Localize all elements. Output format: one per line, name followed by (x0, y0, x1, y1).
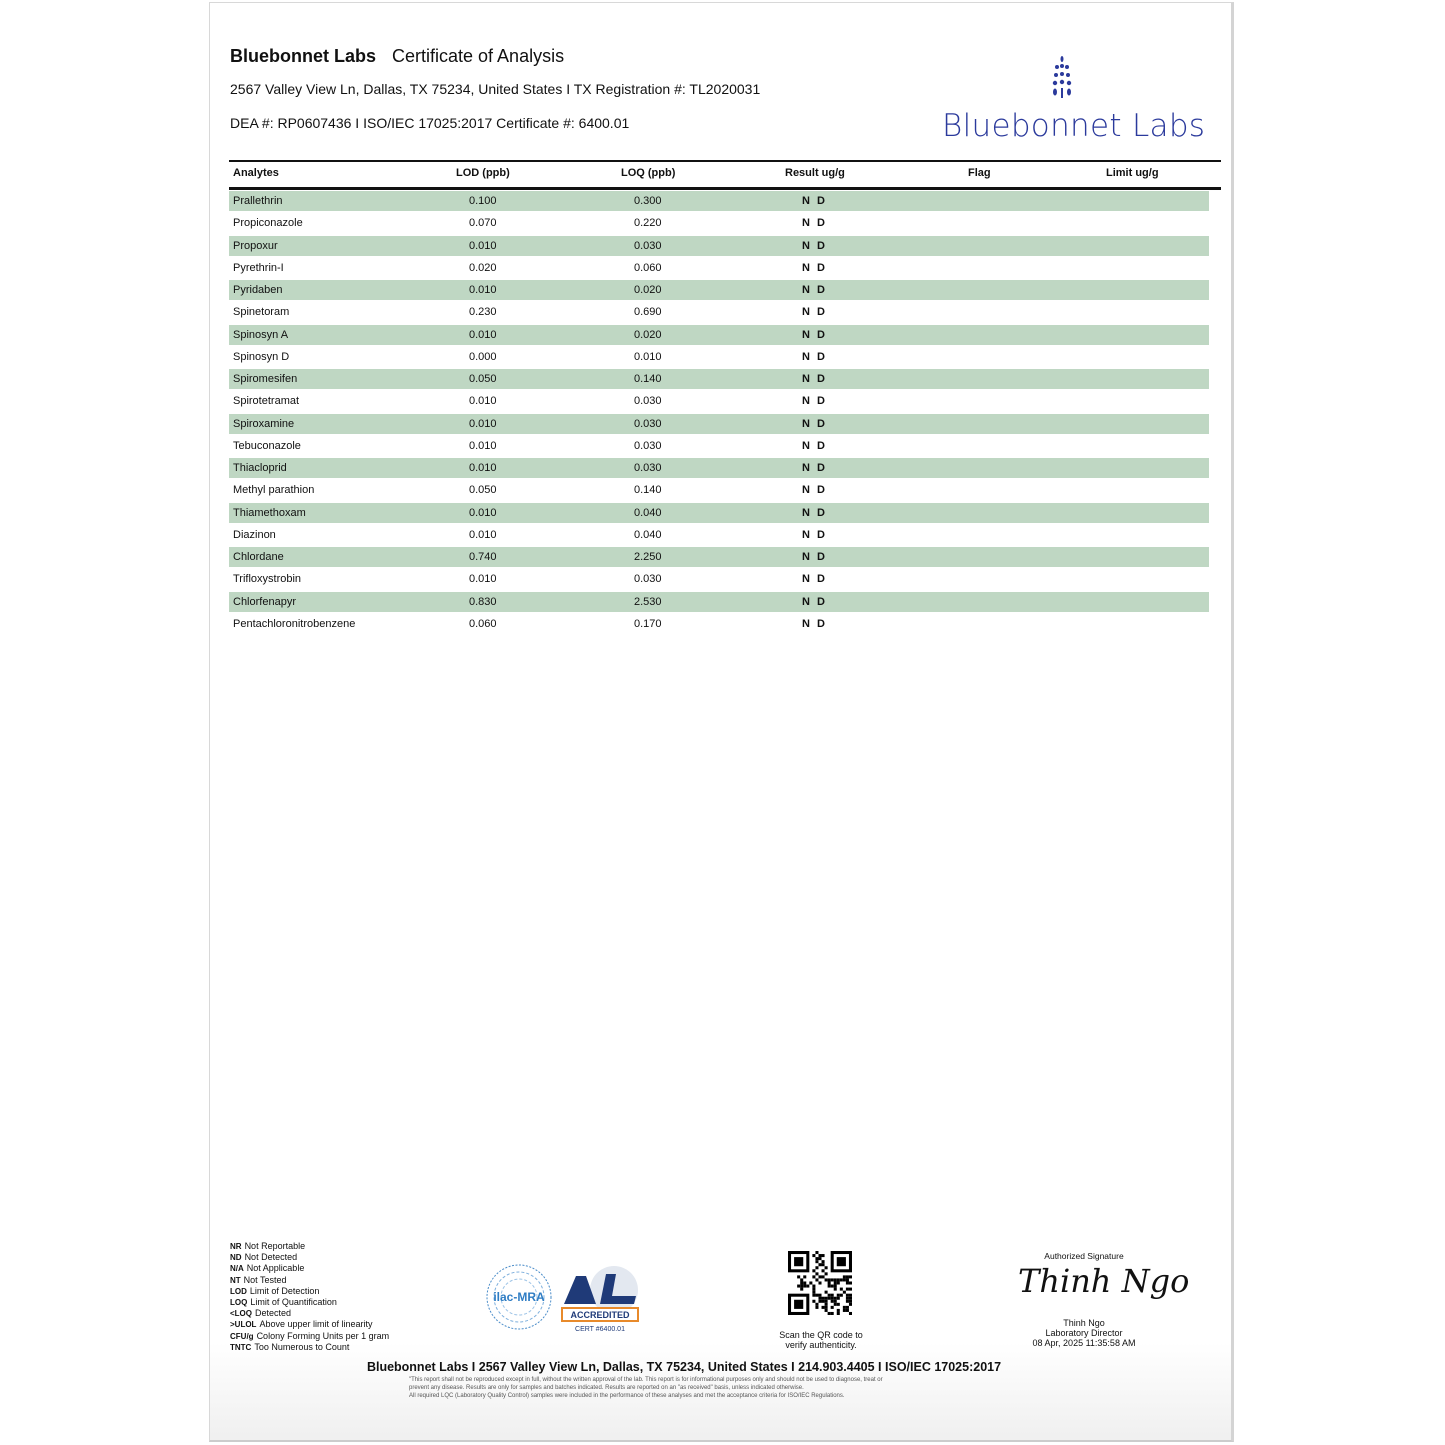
cell-result: N D (802, 261, 827, 274)
legend-abbr: N/A (230, 1264, 244, 1274)
legend-item (230, 1319, 389, 1330)
disclaimer-line-3: All required LQC (Laboratory Quality Control) samples were included in the performance of these analyses and met the acceptance criteria for ISO/IEC Regulations. (409, 1393, 845, 1399)
cell-analyte: Spiroxamine (233, 417, 295, 430)
cell-analyte: Spiromesifen (233, 373, 298, 385)
cell-loq: 0.020 (634, 328, 662, 341)
table-row (229, 191, 1209, 211)
cell-analyte: Methyl parathion (233, 484, 315, 497)
legend-abbr: ND (230, 1253, 242, 1263)
cell-result: N D (802, 217, 827, 230)
table-row (229, 569, 1209, 589)
logo-wordmark: Bluebonnet Labs (942, 108, 1206, 144)
cell-lod: 0.010 (469, 417, 497, 430)
table-row (229, 480, 1209, 500)
cell-loq: 0.030 (634, 573, 662, 586)
table-row (229, 458, 1209, 478)
legend-meaning: Not Detected (244, 1252, 298, 1263)
cell-lod: 0.020 (469, 261, 497, 274)
table-header-rule (229, 187, 1221, 190)
cell-result: N D (802, 551, 827, 563)
cell-result: N D (802, 395, 827, 408)
cell-loq: 0.010 (634, 350, 662, 363)
cell-result: N D (802, 462, 827, 474)
cell-analyte: Diazinon (233, 528, 276, 541)
cell-result: N D (802, 506, 827, 519)
legend-abbr: NR (230, 1242, 242, 1251)
cell-loq: 0.030 (634, 417, 662, 430)
legend-meaning: Above upper limit of linearity (259, 1319, 373, 1330)
cell-lod: 0.010 (469, 328, 497, 341)
legend-item (230, 1342, 389, 1353)
legend-abbr: TNTC (230, 1342, 252, 1352)
column-header-lod: LOD (ppb) (456, 167, 510, 179)
table-row (229, 369, 1209, 389)
legend-abbr: >ULOL (230, 1320, 257, 1330)
cell-result: N D (802, 239, 827, 252)
table-row (229, 592, 1209, 612)
legend-abbr: <LOQ (230, 1309, 253, 1319)
legend-item (230, 1263, 389, 1274)
table-row (229, 414, 1209, 434)
table-row (229, 614, 1209, 634)
cell-analyte: Pentachloronitrobenzene (233, 617, 356, 630)
cell-analyte: Thiacloprid (233, 462, 287, 474)
table-row (229, 391, 1209, 411)
column-header-analytes: Analytes (233, 167, 279, 179)
cell-result: N D (802, 284, 827, 296)
cell-lod: 0.830 (469, 595, 497, 608)
cell-loq: 0.300 (634, 195, 662, 207)
cell-result: N D (802, 306, 827, 319)
lab-name: Bluebonnet Labs (230, 46, 377, 66)
column-header-loq: LOQ (ppb) (621, 167, 676, 179)
cell-result: N D (802, 573, 827, 586)
document-title: Certificate of Analysis (392, 46, 565, 66)
cell-loq: 0.220 (634, 217, 662, 230)
legend-item (230, 1241, 389, 1252)
cell-lod: 0.010 (469, 506, 497, 519)
bluebonnet-logo-icon (1046, 55, 1078, 100)
cell-analyte: Propoxur (233, 239, 278, 252)
cell-lod: 0.010 (469, 573, 497, 586)
table-row (229, 236, 1209, 256)
signatory-title: Laboratory Director (1045, 1328, 1123, 1338)
cell-lod: 0.010 (469, 284, 497, 296)
cell-result: N D (802, 484, 827, 497)
signature-label: Authorized Signature (1044, 1251, 1124, 1261)
cell-analyte: Spinetoram (233, 306, 290, 319)
cell-lod: 0.050 (469, 373, 497, 385)
qr-caption-line-1: Scan the QR code to (779, 1330, 863, 1340)
cell-lod: 0.050 (469, 484, 497, 497)
verification-qr-code[interactable] (788, 1251, 852, 1315)
column-header-limit: Limit ug/g (1106, 167, 1159, 179)
cell-lod: 0.230 (469, 306, 497, 319)
cell-result: N D (802, 328, 827, 341)
legend-item (230, 1252, 389, 1263)
table-row (229, 547, 1209, 567)
cell-lod: 0.100 (469, 195, 497, 207)
cell-loq: 0.030 (634, 462, 662, 474)
legend-meaning: Not Applicable (246, 1263, 305, 1274)
cell-loq: 0.690 (634, 306, 662, 319)
lab-address: 2567 Valley View Ln, Dallas, TX 75234, United States I TX Registration #: TL2020031 (230, 81, 761, 97)
table-row (229, 213, 1209, 233)
table-row (229, 302, 1209, 322)
cell-lod: 0.060 (469, 617, 497, 630)
cell-analyte: Propiconazole (233, 217, 303, 230)
column-header-result: Result ug/g (785, 167, 845, 179)
signatory-name: Thinh Ngo (1063, 1318, 1105, 1328)
cell-loq: 0.040 (634, 506, 662, 519)
cell-loq: 2.530 (634, 595, 662, 608)
legend-item (230, 1286, 389, 1297)
legend-meaning: Detected (255, 1308, 292, 1319)
cell-result: N D (802, 195, 827, 207)
cell-analyte: Thiamethoxam (233, 506, 306, 519)
cell-lod: 0.070 (469, 217, 497, 230)
legend-meaning: Colony Forming Units per 1 gram (256, 1330, 390, 1341)
cell-result: N D (802, 350, 827, 363)
cell-result: N D (802, 439, 827, 452)
ilac-mra-logo (486, 1264, 552, 1330)
cell-lod: 0.010 (469, 239, 497, 252)
handwritten-signature: Thinh Ngo (1018, 1262, 1190, 1300)
cell-lod: 0.010 (469, 462, 497, 474)
cell-analyte: Spinosyn A (233, 328, 289, 341)
abbreviation-legend (230, 1241, 389, 1353)
cell-loq: 0.140 (634, 373, 662, 385)
qr-caption (770, 1330, 872, 1350)
table-row (229, 347, 1209, 367)
legend-item (230, 1308, 389, 1319)
table-row (229, 258, 1209, 278)
table-row (229, 280, 1209, 300)
cell-result: N D (802, 373, 827, 385)
legend-abbr: CFU/g (230, 1331, 254, 1341)
cell-result: N D (802, 417, 827, 430)
cell-analyte: Prallethrin (233, 195, 283, 207)
legend-meaning: Not Tested (243, 1274, 287, 1285)
cell-loq: 0.040 (634, 528, 662, 541)
footer-contact-line: Bluebonnet Labs I 2567 Valley View Ln, Dallas, TX 75234, United States I 214.903.4405 I ISO/IEC 17025:2017 (366, 1360, 1002, 1374)
cell-result: N D (802, 528, 827, 541)
legend-meaning: Too Numerous to Count (254, 1341, 350, 1352)
ilac-text: ilac-MRA (493, 1290, 545, 1304)
disclaimer-line-2: prevent any disease. Results are only for samples and batches indicated. Results are reported on an "as received" basis, unless indicated otherwise. (409, 1385, 804, 1391)
cell-lod: 0.010 (469, 528, 497, 541)
table-row (229, 525, 1209, 545)
cell-analyte: Tebuconazole (233, 439, 301, 452)
a2la-accredited-logo (560, 1264, 642, 1334)
cell-analyte: Spinosyn D (233, 350, 290, 363)
cell-analyte: Trifloxystrobin (233, 573, 302, 586)
table-row (229, 436, 1209, 456)
cell-lod: 0.740 (469, 551, 497, 563)
table-row (229, 503, 1209, 523)
cell-analyte: Pyrethrin-I (233, 261, 284, 274)
signature-datetime: 08 Apr, 2025 11:35:58 AM (1032, 1338, 1136, 1348)
cell-loq: 0.030 (634, 439, 662, 452)
legend-item (230, 1297, 389, 1308)
legend-abbr: LOQ (230, 1298, 248, 1308)
legend-abbr: LOD (230, 1286, 247, 1296)
cell-loq: 0.140 (634, 484, 662, 497)
legend-item (230, 1275, 389, 1286)
footer-disclaimer (409, 1376, 969, 1400)
cell-analyte: Spirotetramat (233, 395, 300, 408)
legend-item (230, 1331, 389, 1342)
cell-result: N D (802, 595, 827, 608)
cell-loq: 2.250 (634, 551, 662, 563)
a2la-badge-text: ACCREDITED (570, 1310, 630, 1320)
qr-caption-line-2: verify authenticity. (785, 1340, 857, 1350)
disclaimer-line-1: "This report shall not be reproduced except in full, without the written approval of the lab. This report is for informational purposes only and should not be used to diagnose, treat or (409, 1377, 883, 1383)
legend-meaning: Limit of Detection (249, 1285, 320, 1296)
cell-loq: 0.030 (634, 239, 662, 252)
dea-certificate-line: DEA #: RP0607436 I ISO/IEC 17025:2017 Certificate #: 6400.01 (230, 115, 630, 131)
a2la-cert-text: CERT #6400.01 (575, 1326, 625, 1333)
cell-loq: 0.030 (634, 395, 662, 408)
cell-loq: 0.060 (634, 261, 662, 274)
cell-analyte: Pyridaben (233, 284, 283, 296)
legend-abbr: NT (230, 1275, 241, 1285)
cell-loq: 0.170 (634, 617, 662, 630)
cell-analyte: Chlordane (233, 551, 284, 563)
signatory-info (1020, 1318, 1148, 1348)
cell-result: N D (802, 617, 827, 630)
cell-lod: 0.000 (469, 350, 497, 363)
cell-analyte: Chlorfenapyr (233, 595, 296, 608)
table-row (229, 325, 1209, 345)
legend-meaning: Limit of Quantification (250, 1297, 337, 1308)
cell-loq: 0.020 (634, 284, 662, 296)
column-header-flag: Flag (968, 167, 991, 179)
table-top-rule (229, 160, 1221, 162)
cell-lod: 0.010 (469, 439, 497, 452)
legend-meaning: Not Reportable (244, 1241, 306, 1251)
cell-lod: 0.010 (469, 395, 497, 408)
